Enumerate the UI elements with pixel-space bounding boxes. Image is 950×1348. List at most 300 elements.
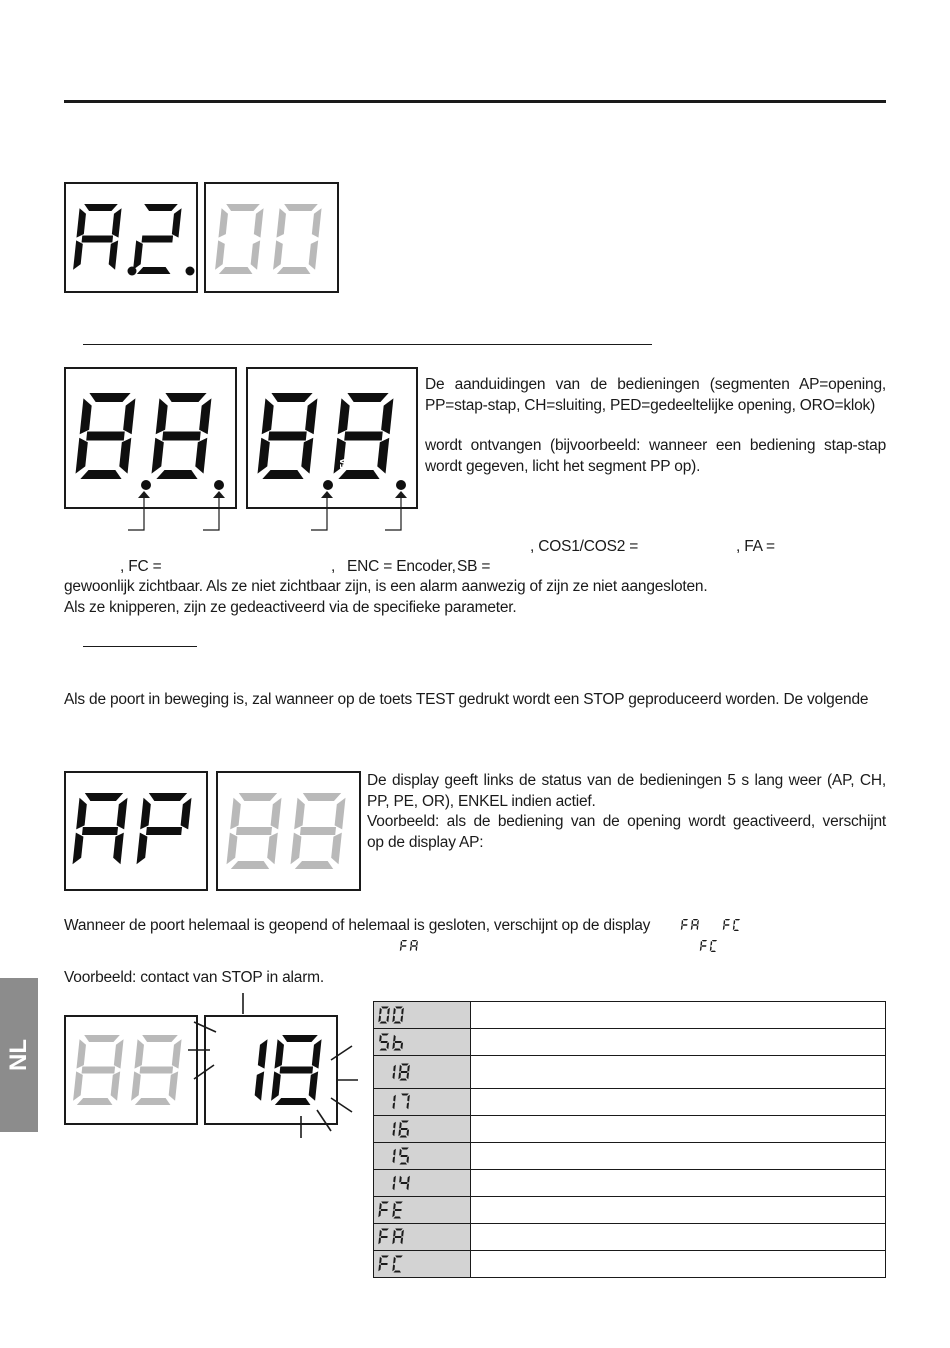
segment-c bbox=[110, 1071, 120, 1100]
code-digit bbox=[392, 1256, 403, 1273]
code-digit bbox=[378, 1202, 388, 1218]
segment-c bbox=[406, 1102, 409, 1109]
segment-a bbox=[395, 1202, 403, 1204]
segment-g bbox=[401, 1071, 408, 1073]
segment-e bbox=[291, 833, 302, 865]
segment-d bbox=[156, 470, 198, 479]
segment-c bbox=[696, 925, 698, 930]
segment-g bbox=[395, 1209, 402, 1211]
segment-g bbox=[268, 432, 307, 441]
segment-b bbox=[253, 208, 263, 237]
code-digit bbox=[378, 1229, 388, 1245]
code-digit bbox=[392, 1122, 396, 1137]
segment-a bbox=[702, 940, 707, 941]
segment-d bbox=[393, 1022, 401, 1024]
code-digit bbox=[378, 1034, 390, 1051]
segment-f bbox=[76, 798, 87, 830]
segment-a bbox=[83, 204, 117, 211]
segment-f bbox=[399, 1149, 402, 1156]
segment-f bbox=[410, 941, 412, 946]
display-digit-right-00 bbox=[204, 182, 339, 293]
segment-g bbox=[682, 924, 687, 925]
digit-8-off bbox=[226, 793, 282, 869]
segment-d bbox=[219, 267, 253, 274]
segment-f bbox=[379, 1035, 382, 1042]
safety-fragment-fc: , FC = bbox=[120, 558, 162, 575]
segment-d bbox=[393, 1049, 401, 1051]
segment-e bbox=[691, 925, 693, 930]
segment-b bbox=[407, 1065, 410, 1072]
segment-e bbox=[215, 240, 225, 269]
limit-code-fa-fc bbox=[680, 918, 744, 934]
code-cell bbox=[374, 1224, 471, 1251]
segment-g bbox=[401, 1128, 408, 1130]
limit-paragraph: Wanneer de poort helemaal is geopend of helemaal is gesloten, verschijnt op de display bbox=[64, 917, 651, 934]
segment-a bbox=[283, 204, 317, 211]
segment-d bbox=[137, 267, 171, 274]
segment-e bbox=[723, 925, 725, 930]
code-glyph bbox=[374, 1170, 470, 1196]
display-paragraph: De display geeft links de status van de bedieningen 5 s lang weer (AP, CH, PP, PE, OR), ENKEL indien actief. Voorbeeld: als de bediening van de opening wordt geactiveerd, verschijnt op de display AP: bbox=[367, 772, 886, 851]
segment-e bbox=[700, 946, 702, 951]
code-digit bbox=[392, 1149, 396, 1164]
code-table-row bbox=[374, 1251, 886, 1278]
segment-c bbox=[308, 240, 318, 269]
limit-code-fc bbox=[699, 939, 725, 955]
segment-b bbox=[311, 208, 321, 237]
code-digit bbox=[392, 1035, 404, 1051]
code-cell bbox=[374, 1251, 471, 1278]
segment-d bbox=[734, 930, 739, 931]
code-description bbox=[471, 1029, 886, 1056]
code-cell bbox=[374, 1143, 471, 1170]
limit-code-fa bbox=[399, 939, 425, 955]
segment-f bbox=[399, 1065, 402, 1072]
segment-g bbox=[381, 1263, 388, 1265]
language-tab bbox=[0, 978, 38, 1132]
segment-c bbox=[400, 1015, 403, 1022]
commands-paragraph: De aanduidingen van de bedieningen (segmenten AP=opening, PP=stap-stap, CH=sluiting, PED=gedeeltelijke opening, ORO=klok) wordt ontvangen (bijvoorbeeld: wanneer een bediening stap-stap wordt gegeven, licht het segment PP op). bbox=[425, 376, 886, 475]
code-description bbox=[471, 1170, 886, 1197]
code-description bbox=[471, 1143, 886, 1170]
code-description bbox=[471, 1002, 886, 1029]
segment-a bbox=[270, 393, 312, 402]
segment-d bbox=[262, 470, 304, 479]
segment-b bbox=[401, 1230, 404, 1237]
segment-a bbox=[401, 1148, 409, 1150]
segment-e bbox=[137, 833, 148, 865]
segment-a bbox=[381, 1202, 389, 1204]
code-table-row bbox=[374, 1116, 886, 1143]
segment-d bbox=[295, 861, 334, 869]
segment-b bbox=[387, 1008, 390, 1015]
safety-fragment-enc: ENC = Encoder, bbox=[347, 558, 456, 575]
segment-c bbox=[195, 438, 208, 474]
segment-d bbox=[379, 1049, 387, 1051]
segment-e bbox=[733, 925, 735, 930]
segment-c bbox=[406, 1156, 409, 1163]
segment-f bbox=[399, 1122, 402, 1129]
display-digit-left-a2 bbox=[64, 182, 198, 293]
segment-g bbox=[395, 1236, 402, 1238]
segment-f bbox=[230, 798, 241, 830]
segment-a bbox=[238, 793, 277, 801]
segment-g bbox=[140, 1067, 174, 1074]
digit-p bbox=[137, 793, 192, 864]
segment-g bbox=[82, 827, 118, 835]
segment-label: FC bbox=[389, 457, 398, 469]
segment-e bbox=[392, 1042, 395, 1049]
segment-d bbox=[231, 861, 270, 869]
segment-b bbox=[393, 1065, 396, 1072]
code-digit bbox=[410, 940, 418, 951]
segment-g bbox=[724, 924, 729, 925]
segment-f bbox=[399, 1176, 402, 1183]
code-digit bbox=[681, 919, 688, 930]
segment-g bbox=[300, 827, 336, 835]
segment-e bbox=[398, 1129, 401, 1136]
code-description bbox=[471, 1116, 886, 1143]
digit-8 bbox=[151, 393, 212, 479]
segment-e bbox=[400, 946, 402, 951]
segment-c bbox=[377, 438, 390, 474]
example-caption: Voorbeeld: contact van STOP in alarm. bbox=[64, 969, 324, 986]
segment-c bbox=[406, 1129, 409, 1136]
section-rule bbox=[83, 344, 652, 345]
segment-c bbox=[392, 1156, 395, 1163]
alarm-code-table bbox=[373, 1001, 886, 1278]
safety-line-visible: gewoonlijk zichtbaar. Als ze niet zichtbaar zijn, is een alarm aanwezig of zijn ze niet aangesloten. bbox=[64, 578, 708, 595]
code-digit bbox=[392, 1007, 404, 1024]
segment-c bbox=[113, 833, 124, 865]
segment-b bbox=[171, 1039, 181, 1068]
code-table-row bbox=[374, 1089, 886, 1116]
seven-segment-ap bbox=[66, 773, 206, 889]
code-glyph bbox=[374, 1143, 470, 1169]
segment-e bbox=[73, 240, 83, 269]
segment-c bbox=[400, 1237, 403, 1244]
code-table-row bbox=[374, 1170, 886, 1197]
segment-e bbox=[73, 833, 84, 865]
segment-e bbox=[258, 438, 271, 474]
segment-c bbox=[301, 438, 314, 474]
segment-e bbox=[681, 925, 683, 930]
digit-0 bbox=[273, 204, 322, 274]
code-description bbox=[471, 1197, 886, 1224]
code-cell bbox=[374, 1116, 471, 1143]
segment-a bbox=[164, 393, 206, 402]
display-stop-left bbox=[64, 1015, 198, 1125]
segment-e bbox=[73, 1071, 83, 1100]
safety-fragment-sb: SB = bbox=[457, 558, 491, 575]
header-rule bbox=[64, 100, 886, 103]
segment-a bbox=[381, 1256, 389, 1258]
segment-c bbox=[406, 1072, 409, 1079]
code-glyph bbox=[374, 1056, 470, 1088]
section-rule-short bbox=[83, 646, 197, 647]
code-description bbox=[471, 1056, 886, 1089]
display-ap-left bbox=[64, 771, 208, 891]
segment-b bbox=[334, 798, 345, 830]
code-digit bbox=[392, 1095, 396, 1110]
segment-f bbox=[733, 920, 735, 925]
segment-a bbox=[346, 393, 388, 402]
seven-segment-a2 bbox=[66, 184, 196, 291]
segment-g bbox=[162, 432, 201, 441]
code-glyph bbox=[374, 1029, 470, 1055]
segment-f bbox=[76, 1039, 86, 1068]
segment-e bbox=[392, 1264, 395, 1271]
segment-e bbox=[76, 438, 89, 474]
segment-e bbox=[392, 1015, 395, 1022]
segment-f bbox=[710, 941, 712, 946]
segment-b bbox=[113, 1039, 123, 1068]
code-table-row bbox=[374, 1002, 886, 1029]
segment-a bbox=[401, 1121, 409, 1123]
segment-f bbox=[700, 941, 702, 946]
segment-a bbox=[381, 1007, 389, 1009]
segment-g bbox=[381, 1236, 388, 1238]
segment-d bbox=[399, 1136, 407, 1138]
segment-g bbox=[401, 1155, 408, 1157]
code-cell bbox=[374, 1002, 471, 1029]
code-digit bbox=[710, 940, 717, 952]
code-cell bbox=[374, 1197, 471, 1224]
code-digit bbox=[378, 1256, 388, 1272]
segment-b bbox=[180, 798, 191, 830]
segment-b bbox=[416, 941, 418, 946]
segment-b bbox=[305, 398, 318, 434]
segment-g bbox=[82, 1067, 116, 1074]
segment-f bbox=[379, 1203, 382, 1210]
segment-f bbox=[294, 798, 305, 830]
segment-f bbox=[681, 920, 683, 925]
segment-d bbox=[77, 1098, 113, 1105]
code-cell bbox=[374, 1056, 471, 1089]
segment-g bbox=[381, 1041, 388, 1043]
language-tab-label: NL bbox=[5, 1039, 32, 1071]
segment-c bbox=[250, 240, 260, 269]
segment-a bbox=[141, 1035, 177, 1042]
segment-g bbox=[411, 945, 416, 946]
segment-b bbox=[393, 1122, 396, 1129]
seven-segment-88 bbox=[218, 773, 359, 889]
segment-a bbox=[381, 1229, 389, 1231]
safety-fragment-fa: , FA = bbox=[736, 538, 775, 555]
segment-d bbox=[393, 1217, 401, 1219]
code-digit bbox=[392, 1065, 396, 1080]
seven-segment-safety bbox=[248, 369, 416, 507]
segment-e bbox=[398, 1072, 401, 1079]
code-digit bbox=[400, 940, 407, 951]
segment-b bbox=[199, 398, 212, 434]
code-glyph bbox=[374, 1197, 470, 1223]
segment-c bbox=[415, 946, 417, 951]
segment-e bbox=[378, 1264, 381, 1271]
code-table-row bbox=[374, 1056, 886, 1089]
seven-segment-00 bbox=[206, 184, 337, 291]
segment-b bbox=[270, 798, 281, 830]
code-digit bbox=[398, 1176, 410, 1191]
code-description bbox=[471, 1089, 886, 1116]
segment-a bbox=[401, 1064, 409, 1066]
segment-a bbox=[725, 919, 730, 920]
segment-e bbox=[378, 1015, 381, 1022]
segment-e bbox=[273, 240, 283, 269]
code-digit bbox=[733, 919, 740, 931]
code-digit bbox=[392, 1176, 396, 1191]
segment-f bbox=[393, 1008, 396, 1015]
code-glyph bbox=[374, 1224, 470, 1250]
segment-e bbox=[133, 240, 143, 269]
segment-f bbox=[393, 1035, 396, 1042]
segment-g bbox=[236, 827, 272, 835]
test-paragraph: Als de poort in beweging is, zal wanneer op de toets TEST gedrukt wordt een STOP geproduceerd worden. De volgende bbox=[64, 691, 869, 708]
code-glyph bbox=[374, 1002, 470, 1028]
segment-c bbox=[406, 1183, 409, 1190]
segment-g bbox=[86, 432, 125, 441]
segment-f bbox=[393, 1203, 396, 1210]
segment-a bbox=[402, 940, 407, 941]
segment-e bbox=[392, 1237, 395, 1244]
segment-e bbox=[710, 946, 712, 951]
code-glyph bbox=[374, 1251, 470, 1277]
blink-rays bbox=[186, 990, 366, 1140]
segment-b bbox=[171, 208, 181, 237]
segment-a bbox=[395, 1007, 403, 1009]
code-table-row bbox=[374, 1029, 886, 1056]
segment-a bbox=[395, 1229, 403, 1231]
code-digit bbox=[392, 1229, 404, 1245]
segment-b bbox=[401, 1008, 404, 1015]
digit-8-off bbox=[290, 793, 346, 869]
segment-f bbox=[393, 1257, 396, 1264]
segment-a bbox=[395, 1256, 403, 1258]
segment-c bbox=[386, 1042, 389, 1049]
segment-a bbox=[693, 919, 698, 920]
display-ap-right bbox=[216, 771, 361, 891]
segment-d bbox=[277, 267, 311, 274]
code-digit bbox=[378, 1007, 390, 1024]
code-cell bbox=[374, 1170, 471, 1197]
segment-b bbox=[697, 920, 699, 925]
digit-a bbox=[73, 204, 122, 270]
decimal-point bbox=[186, 267, 195, 276]
segment-g bbox=[142, 236, 174, 243]
segment-c bbox=[392, 1183, 395, 1190]
segment-label: FA bbox=[339, 458, 348, 469]
segment-c bbox=[400, 1042, 403, 1049]
code-table-row bbox=[374, 1143, 886, 1170]
segment-f bbox=[140, 798, 151, 830]
segment-g bbox=[401, 945, 406, 946]
segment-d bbox=[135, 1098, 171, 1105]
segment-c bbox=[267, 833, 278, 865]
segment-f bbox=[393, 1230, 396, 1237]
code-digit bbox=[400, 1094, 410, 1110]
segment-f bbox=[400, 941, 402, 946]
segment-a bbox=[83, 1035, 119, 1042]
segment-g bbox=[395, 1041, 402, 1043]
segment-b bbox=[393, 1095, 396, 1102]
segment-e bbox=[392, 1210, 395, 1217]
code-digit bbox=[700, 940, 707, 951]
segment-a bbox=[735, 919, 740, 920]
digit-8-off bbox=[131, 1035, 182, 1105]
segment-e bbox=[378, 1237, 381, 1244]
code-glyph bbox=[374, 1089, 470, 1115]
segment-g bbox=[701, 945, 706, 946]
segment-d bbox=[80, 470, 122, 479]
segment-pointer-lines bbox=[64, 488, 424, 536]
digit-0 bbox=[215, 204, 264, 274]
segment-e bbox=[131, 1071, 141, 1100]
segment-a bbox=[712, 940, 717, 941]
segment-d bbox=[399, 1079, 407, 1081]
segment-a bbox=[412, 940, 417, 941]
safety-line-blinking: Als ze knipperen, zijn ze gedeactiveerd via de specifieke parameter. bbox=[64, 599, 517, 616]
segment-a bbox=[148, 793, 187, 801]
code-digit bbox=[398, 1064, 410, 1081]
segment-c bbox=[331, 833, 342, 865]
code-description bbox=[471, 1224, 886, 1251]
seven-segment-commands bbox=[66, 369, 235, 507]
segment-g bbox=[401, 1182, 408, 1184]
segment-d bbox=[379, 1022, 387, 1024]
segment-e bbox=[378, 1210, 381, 1217]
segment-a bbox=[225, 204, 259, 211]
segment-d bbox=[399, 1163, 407, 1165]
code-digit bbox=[392, 1202, 403, 1219]
segment-c bbox=[392, 1102, 395, 1109]
segment-d bbox=[393, 1271, 401, 1273]
segment-e bbox=[152, 438, 165, 474]
segment-f bbox=[156, 398, 169, 434]
code-cell bbox=[374, 1089, 471, 1116]
segment-b bbox=[111, 208, 121, 237]
code-digit bbox=[398, 1121, 410, 1138]
digit-8 bbox=[75, 393, 136, 479]
segment-g bbox=[344, 432, 383, 441]
segment-b bbox=[407, 1176, 410, 1183]
segment-a bbox=[84, 793, 123, 801]
segment-b bbox=[123, 398, 136, 434]
segment-a bbox=[401, 1094, 409, 1096]
segment-f bbox=[379, 1230, 382, 1237]
code-digit bbox=[691, 919, 699, 930]
segment-f bbox=[691, 920, 693, 925]
segment-b bbox=[116, 798, 127, 830]
segment-c bbox=[119, 438, 132, 474]
code-glyph bbox=[374, 1116, 470, 1142]
segment-f bbox=[276, 208, 286, 237]
segment-c bbox=[392, 1072, 395, 1079]
safety-fragment-cos: , COS1/COS2 = bbox=[530, 538, 639, 555]
segment-b bbox=[393, 1176, 396, 1183]
digit-a bbox=[73, 793, 128, 864]
segment-a bbox=[381, 1034, 389, 1036]
segment-b bbox=[381, 398, 394, 434]
safety-fragment-comma: , bbox=[331, 558, 336, 575]
code-table-row bbox=[374, 1224, 886, 1251]
segment-f bbox=[723, 920, 725, 925]
segment-f bbox=[76, 208, 86, 237]
segment-d bbox=[338, 470, 380, 479]
segment-c bbox=[108, 240, 118, 269]
segment-c bbox=[386, 1015, 389, 1022]
segment-e bbox=[227, 833, 238, 865]
segment-g bbox=[146, 827, 182, 835]
